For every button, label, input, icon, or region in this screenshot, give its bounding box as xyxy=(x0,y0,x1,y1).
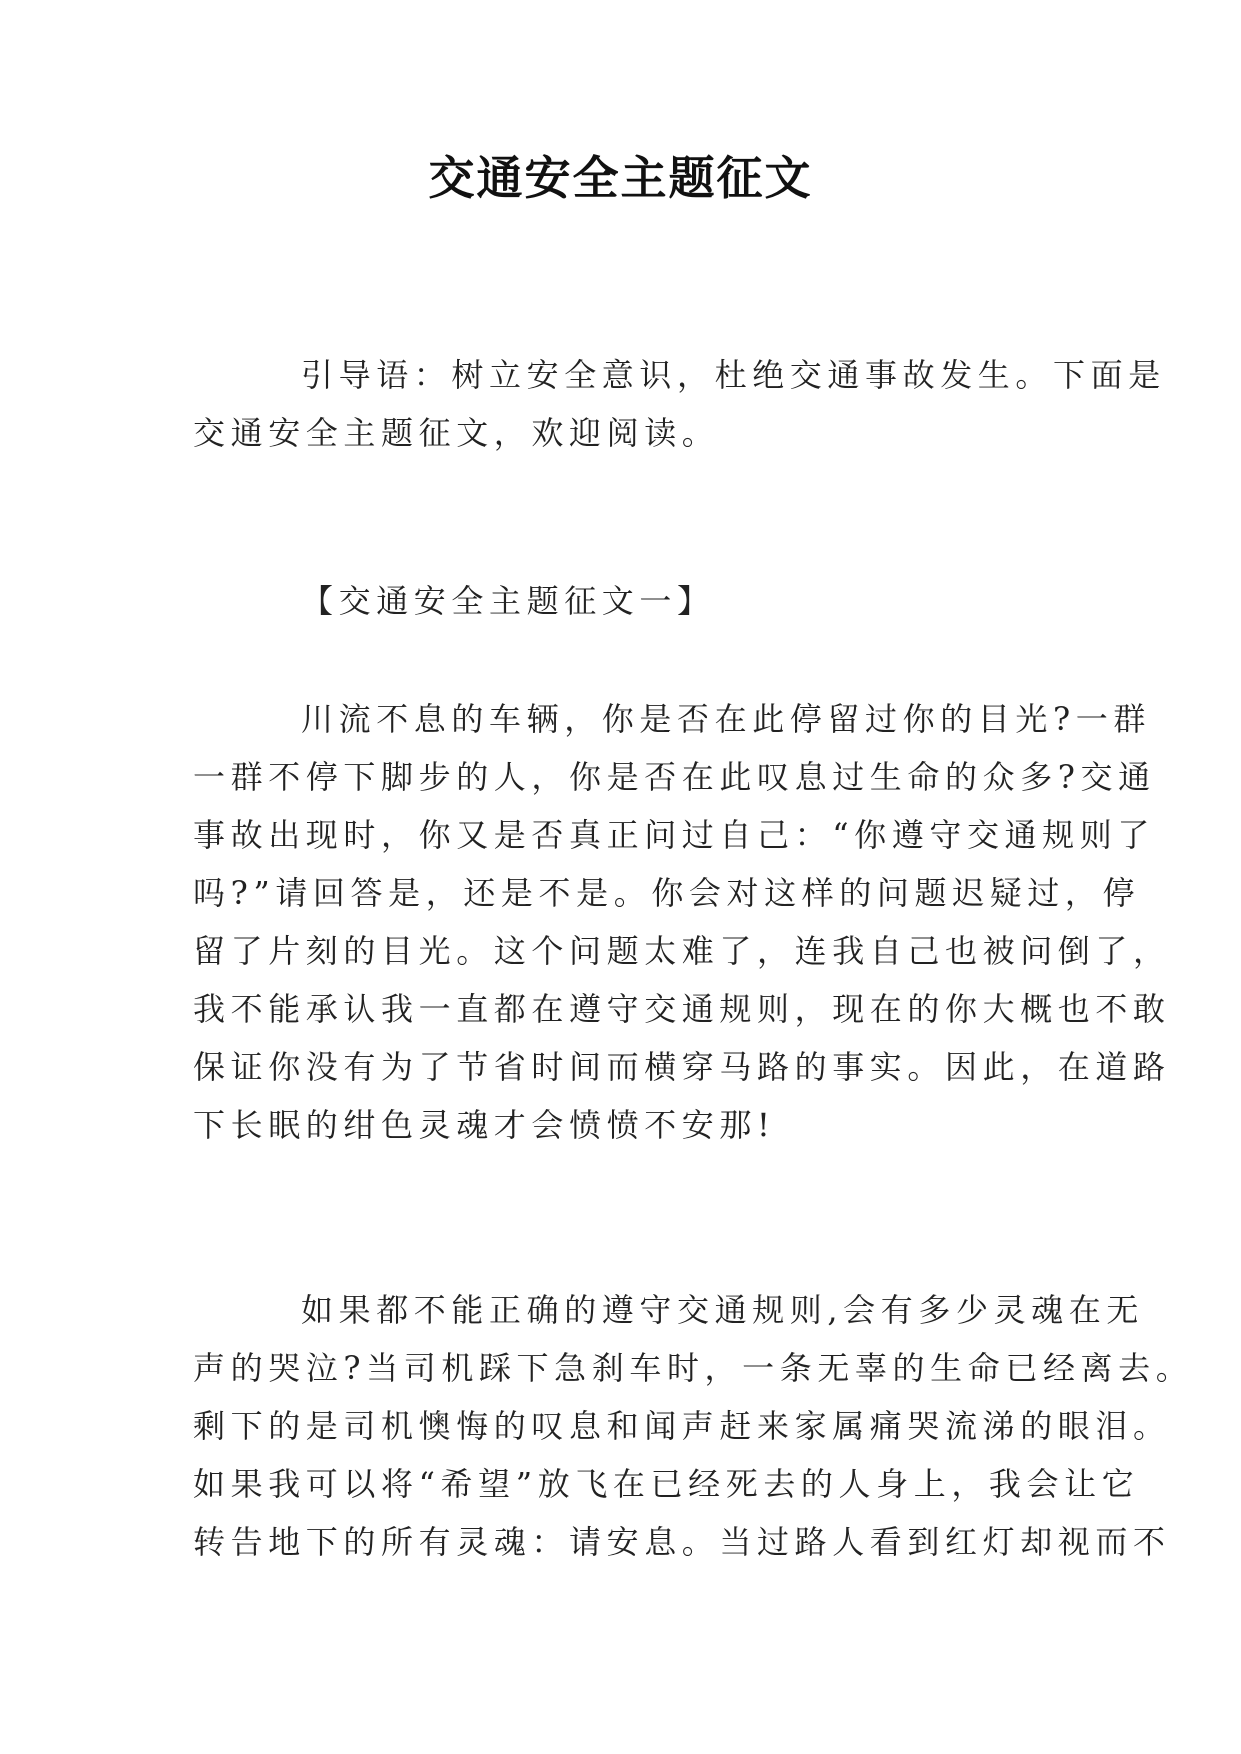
section-heading: 【交通安全主题征文一】 xyxy=(301,582,715,620)
paragraph-line: 转告地下的所有灵魂：请安息。当过路人看到红灯却视而不 xyxy=(193,1523,1171,1561)
paragraph-line: 川流不息的车辆，你是否在此停留过你的目光?一群 xyxy=(301,700,1151,738)
paragraph-line: 剩下的是司机懊悔的叹息和闻声赶来家属痛哭流涕的眼泪。 xyxy=(193,1407,1171,1445)
paragraph-1 xyxy=(193,690,1171,1154)
paragraph-line: 一群不停下脚步的人，你是否在此叹息过生命的众多?交通 xyxy=(193,758,1156,796)
intro-line: 引导语：树立安全意识，杜绝交通事故发生。下面是 xyxy=(301,356,1166,394)
intro-line: 交通安全主题征文，欢迎阅读。 xyxy=(193,414,720,452)
section-heading-block xyxy=(193,572,1063,630)
document-title: 交通安全主题征文 xyxy=(428,151,813,205)
paragraph-line: 事故出现时，你又是否真正问过自己：“你遵守交通规则了 xyxy=(193,816,1155,854)
paragraph-line: 我不能承认我一直都在遵守交通规则，现在的你大概也不敢 xyxy=(193,990,1171,1028)
paragraph-line: 留了片刻的目光。这个问题太难了，连我自己也被问倒了， xyxy=(193,932,1171,970)
intro-paragraph xyxy=(193,346,1166,462)
paragraph-line: 如果都不能正确的遵守交通规则,会有多少灵魂在无 xyxy=(301,1291,1144,1329)
paragraph-2 xyxy=(193,1281,1194,1571)
paragraph-line: 保证你没有为了节省时间而横穿马路的事实。因此，在道路 xyxy=(193,1048,1171,1086)
paragraph-line: 吗?”请回答是，还是不是。你会对这样的问题迟疑过，停 xyxy=(193,874,1141,912)
paragraph-line: 如果我可以将“希望”放飞在已经死去的人身上，我会让它 xyxy=(193,1465,1140,1503)
paragraph-line: 声的哭泣?当司机踩下急刹车时，一条无辜的生命已经离去。 xyxy=(193,1349,1194,1387)
paragraph-line: 下长眠的绀色灵魂才会愤愤不安那! xyxy=(193,1106,776,1144)
